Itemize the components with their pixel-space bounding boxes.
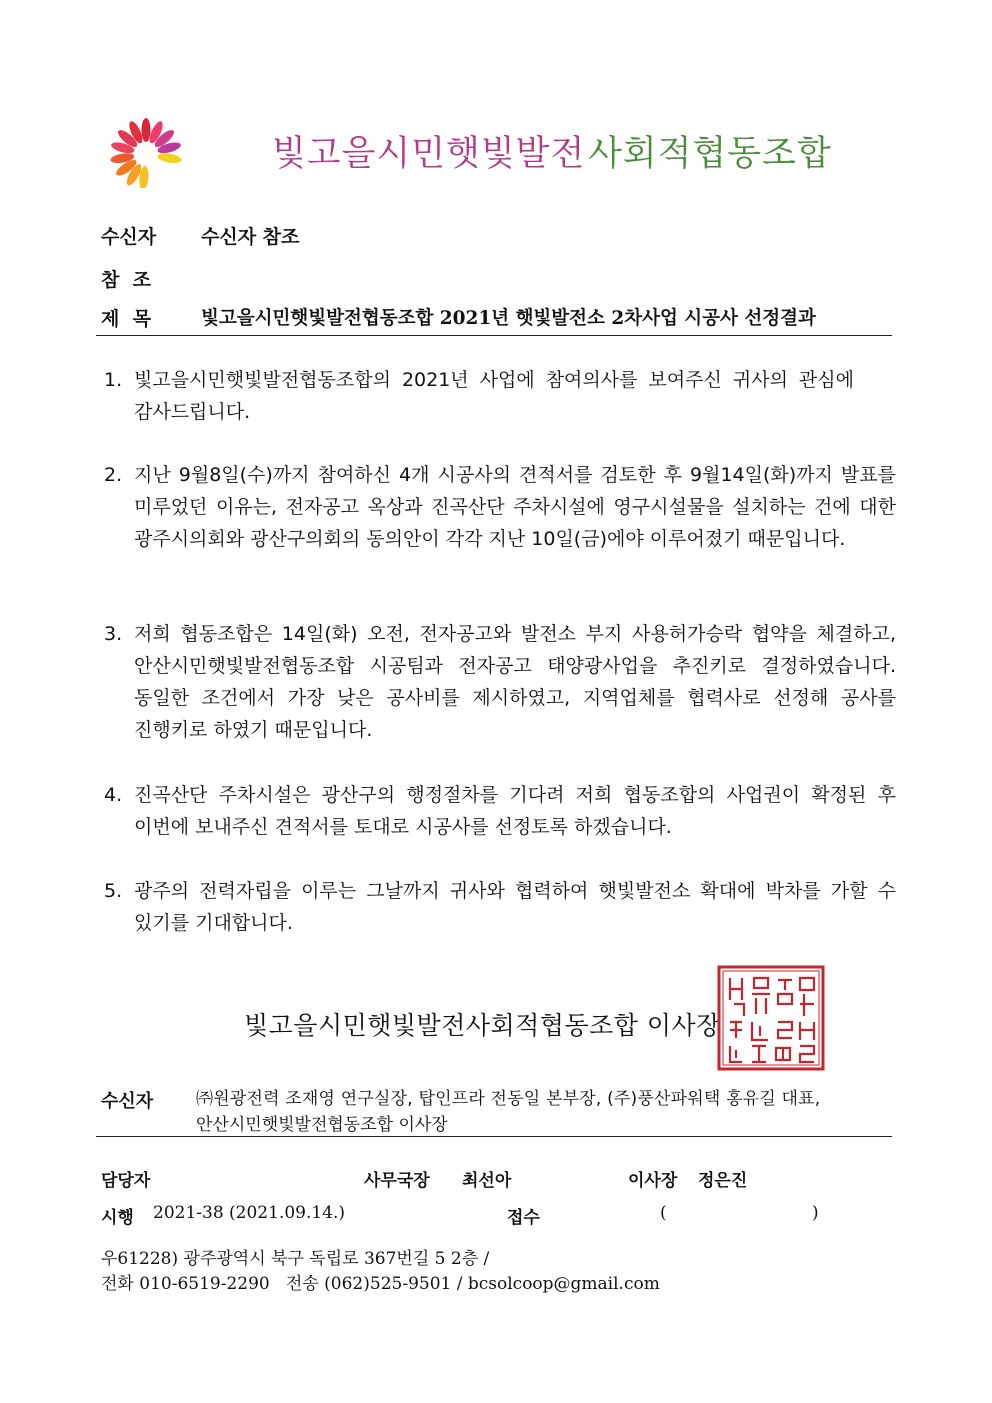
paragraph-text: 빛고을시민햇빛발전협동조합의 2021년 사업에 참여의사를 보여주신 귀사의 관심에 감사드립니다.	[134, 369, 854, 423]
paragraph-2	[104, 459, 896, 555]
paragraph-text: 지난 9월8일(수)까지 참여하신 4개 시공사의 견적서를 검토한 후 9월14일(화)까지 발표를 미루었던 이유는, 전자공고 옥상과 진곡산단 주차시설에 영구시설물을 설치하는 건에 대한 광주시의회와 광산구의회의 동의안이 각각 지난 10일(금)에야 이루어졌기 때문입니다.	[134, 464, 896, 550]
org-name-part1: 빛고을시민햇빛발전	[272, 134, 586, 174]
paragraph-5	[104, 875, 896, 939]
official-seal-icon	[716, 964, 826, 1072]
recipient-value: 수신자 참조	[201, 226, 300, 248]
signature-line: 빛고을시민햇빛발전사회적협동조합 이사장	[244, 1011, 721, 1040]
chair-name: 정은진	[698, 1171, 748, 1191]
receipt-close-paren: )	[812, 1203, 819, 1223]
chair-label: 이사장	[628, 1171, 678, 1191]
paragraph-text: 진곡산단 주차시설은 광산구의 행정절차를 기다려 저희 협동조합의 사업권이 확정된 후 이번에 보내주신 견적서를 토대로 시공사를 선정토록 하겠습니다.	[134, 784, 896, 838]
secretary-name: 최선아	[462, 1171, 512, 1191]
paragraph-text: 광주의 전력자립을 이루는 그날까지 귀사와 협력하여 햇빛발전소 확대에 박차를 가할 수 있기를 기대합니다.	[134, 880, 896, 934]
paragraph-number: 2.	[104, 464, 123, 486]
paragraph-number: 4.	[104, 784, 123, 806]
recipients-line-1: ㈜원광전력 조재영 연구실장, 탑인프라 전동일 본부장, (주)풍산파워택 홍유길 대표,	[196, 1089, 821, 1109]
paragraph-4	[104, 779, 896, 843]
recipients-line-2: 안산시민햇빛발전협동조합 이사장	[196, 1115, 448, 1135]
subject-value: 빛고을시민햇빛발전협동조합 2021년 햇빛발전소 2차사업 시공사 선정결과	[201, 308, 816, 329]
recipients-list	[196, 1086, 892, 1138]
paragraph-1	[104, 364, 896, 428]
paragraph-number: 1.	[104, 369, 123, 391]
enforce-value: 2021-38 (2021.09.14.)	[153, 1203, 346, 1223]
paragraph-number: 5.	[104, 880, 123, 902]
address-line: 우61228) 광주광역시 북구 독립로 367번길 5 2층 /	[101, 1249, 490, 1269]
receipt-open-paren: (	[660, 1203, 667, 1223]
staff-label: 담당자	[101, 1171, 151, 1191]
paragraph-number: 3.	[104, 623, 123, 645]
secretary-label: 사무국장	[364, 1171, 430, 1191]
sunflower-logo-icon	[108, 116, 190, 188]
enforce-label: 시행	[101, 1208, 134, 1228]
recipients-label: 수신자	[101, 1091, 154, 1112]
subject-label: 제 목	[101, 308, 151, 330]
receipt-label: 접수	[507, 1208, 540, 1228]
contact-line: 전화 010-6519-2290 전송 (062)525-9501 / bcsolcoop@gmail.com	[101, 1274, 660, 1294]
recipient-label: 수신자	[101, 226, 157, 248]
recipients-divider	[96, 1136, 892, 1137]
paragraph-3	[104, 618, 896, 746]
org-name-part2: 사회적협동조합	[588, 134, 832, 174]
reference-label: 참 조	[101, 269, 151, 291]
header-divider	[96, 335, 892, 336]
paragraph-text: 저희 협동조합은 14일(화) 오전, 전자공고와 발전소 부지 사용허가승락 협약을 체결하고, 안산시민햇빛발전협동조합 시공팀과 전자공고 태양광사업을 추진키로 결정하였습니다. 동일한 조건에서 가장 낮은 공사비를 제시하였고, 지역업체를 협력사로 선정해 공사를 진행키로 하였기 때문입니다.	[134, 623, 896, 741]
